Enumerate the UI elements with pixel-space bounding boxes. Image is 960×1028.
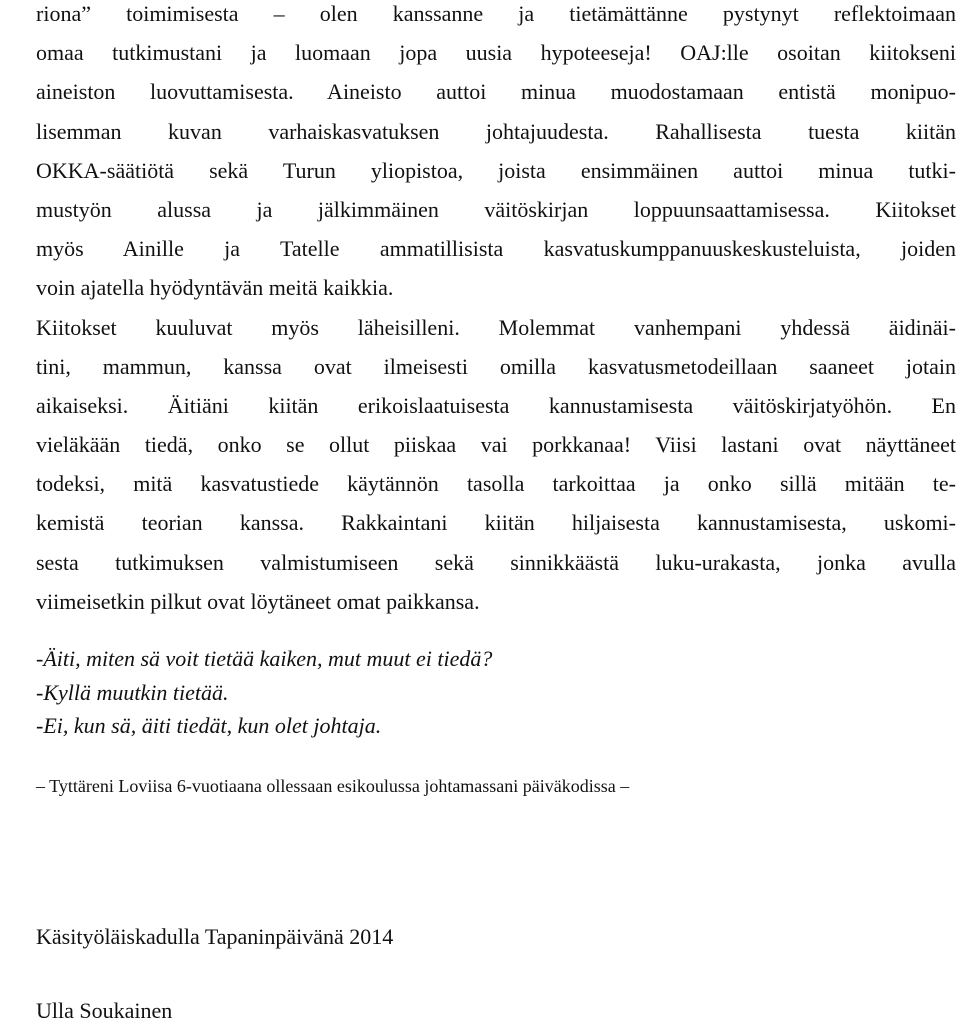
- body-line: riona” toimimisesta – olen kanssanne ja tietämättänne pystynyt reflektoimaan: [36, 1, 956, 26]
- body-line: lisemman kuvan varhaiskasvatuksen johtajuudesta. Rahallisesta tuesta kiitän: [36, 118, 956, 144]
- dialogue-line: -Kyllä muutkin tietää.: [36, 679, 229, 705]
- body-line: todeksi, mitä kasvatustiede käytännön tasolla tarkoittaa ja onko sillä mitään te-: [36, 471, 956, 497]
- body-line: vieläkään tiedä, onko se ollut piiskaa vai porkkanaa! Viisi lastani ovat näyttäneet: [36, 432, 956, 458]
- place-and-date: Käsityöläiskadulla Tapaninpäivänä 2014: [36, 924, 394, 949]
- body-line: mustyön alussa ja jälkimmäinen väitöskirjan loppuunsaattamisessa. Kiitokset: [36, 196, 956, 222]
- quote-dialogue: [36, 642, 492, 743]
- author-signature: Ulla Soukainen: [36, 998, 173, 1023]
- body-line: aineiston luovuttamisesta. Aineisto auttoi minua muodostamaan entistä monipuo-: [36, 79, 956, 105]
- body-line: Kiitokset kuuluvat myös läheisilleni. Molemmat vanhempani yhdessä äidinäi-: [36, 314, 956, 340]
- body-line: myös Ainille ja Tatelle ammatillisista kasvatuskumppanuuskeskusteluista, joiden: [36, 236, 956, 262]
- body-line: sesta tutkimuksen valmistumiseen sekä sinnikkäästä luku-urakasta, jonka avulla: [36, 549, 956, 575]
- body-line: omaa tutkimustani ja luomaan jopa uusia hypoteeseja! OAJ:lle osoitan kiitokseni: [36, 40, 956, 66]
- body-line: aikaiseksi. Äitiäni kiitän erikoislaatuisesta kannustamisesta väitöskirjatyöhön. En: [36, 392, 956, 418]
- body-line: tini, mammun, kanssa ovat ilmeisesti omilla kasvatusmetodeillaan saaneet jotain: [36, 353, 956, 379]
- body-line: OKKA-säätiötä sekä Turun yliopistoa, joista ensimmäinen auttoi minua tutki-: [36, 157, 956, 183]
- body-line: kemistä teorian kanssa. Rakkaintani kiitän hiljaisesta kannustamisesta, uskomi-: [36, 510, 956, 536]
- quote-attribution: – Tyttäreni Loviisa 6-vuotiaana ollessaan esikoulussa johtamassani päiväkodissa –: [36, 776, 630, 796]
- body-line: viimeisetkin pilkut ovat löytäneet omat paikkansa.: [36, 588, 480, 614]
- acknowledgements-body: [36, 0, 956, 621]
- dialogue-line: -Äiti, miten sä voit tietää kaiken, mut muut ei tiedä?: [36, 646, 493, 671]
- dialogue-line: -Ei, kun sä, äiti tiedät, kun olet johtaja.: [36, 713, 382, 738]
- body-line: voin ajatella hyödyntävän meitä kaikkia.: [36, 275, 394, 301]
